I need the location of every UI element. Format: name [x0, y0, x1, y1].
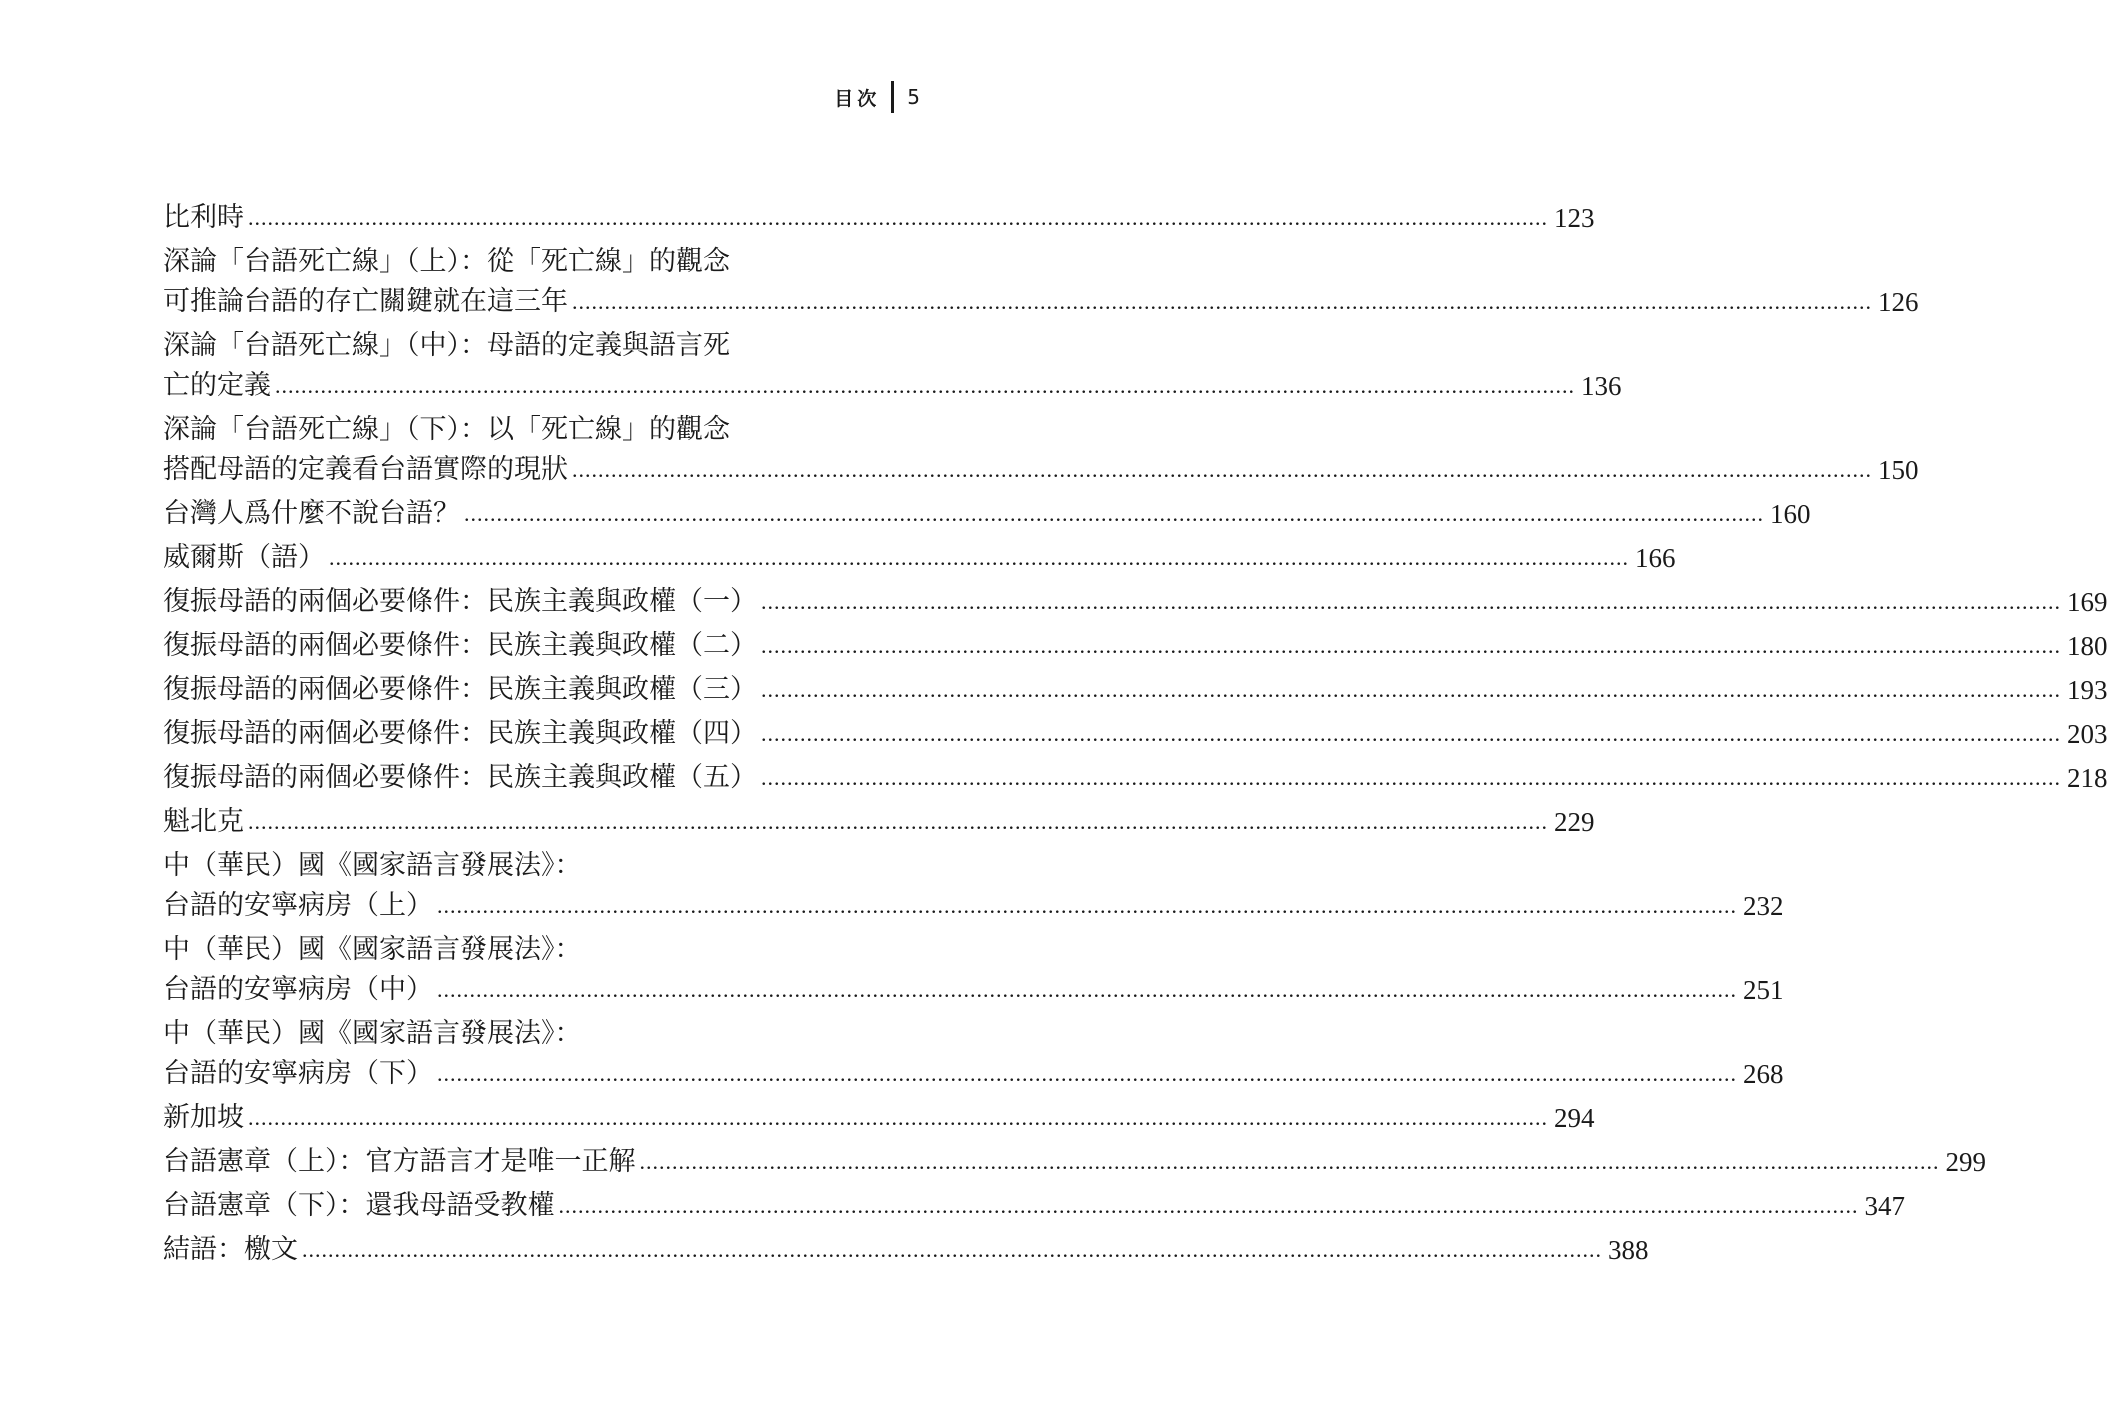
page-number: 5 — [907, 85, 920, 109]
dot-leader: ........................................................................................................................................................................................................ — [437, 893, 1737, 918]
toc-entry-line — [163, 930, 869, 970]
toc-entry-final-line — [163, 1230, 1649, 1270]
toc-entry-final-line — [163, 1054, 1784, 1094]
toc-page-number: 166 — [1635, 543, 1676, 573]
toc-entry-final-line — [163, 366, 1622, 406]
running-header — [834, 80, 920, 114]
toc-entry-final-line — [163, 494, 1811, 534]
toc-entry-title: 復振母語的兩個必要條件：民族主義與政權（三） — [163, 674, 757, 705]
toc-entry-title: 比利時 — [163, 202, 244, 233]
toc-entry-title: 復振母語的兩個必要條件：民族主義與政權（四） — [163, 718, 757, 749]
toc-entry-title: 威爾斯（語） — [163, 542, 325, 573]
toc-entry-final-line — [163, 802, 1595, 842]
toc-page-number: 299 — [1945, 1147, 1986, 1177]
toc-page-number: 136 — [1581, 371, 1622, 401]
toc-page-number: 126 — [1878, 287, 1919, 317]
toc-entry-title: 中（華民）國《國家語言發展法》： — [163, 850, 582, 881]
toc-entry — [163, 1014, 1784, 1094]
toc-entry-title: 台灣人爲什麼不說台語？ — [163, 498, 460, 529]
toc-entry-final-line — [163, 198, 1595, 238]
header-divider — [891, 81, 894, 113]
toc-entry-title: 中（華民）國《國家語言發展法》： — [163, 1018, 582, 1049]
toc-entry-title: 深論「台語死亡線」（上）：從「死亡線」的觀念 — [163, 246, 730, 277]
toc-entry — [163, 494, 1811, 534]
toc-entry-final-line — [163, 1098, 1595, 1138]
toc-entry — [163, 1098, 1595, 1138]
toc-entry-line — [163, 326, 869, 366]
toc-entry-title: 台語的安寧病房（上） — [163, 890, 433, 921]
toc-page-number: 169 — [2067, 587, 2108, 617]
dot-leader: ........................................................................................................................................................................................................ — [248, 809, 1548, 834]
toc-entry-title: 深論「台語死亡線」（中）：母語的定義與語言死 — [163, 330, 730, 361]
toc-entry-final-line — [163, 970, 1784, 1010]
toc-entry-title: 新加坡 — [163, 1102, 244, 1133]
toc-entry-final-line — [163, 886, 1784, 926]
dot-leader: ........................................................................................................................................................................................................ — [639, 1149, 1940, 1174]
toc-entry — [163, 1230, 1649, 1270]
toc-entry — [163, 758, 2108, 798]
toc-entry-title: 台語憲章（下）：還我母語受教權 — [163, 1190, 555, 1221]
toc-page-number: 193 — [2067, 675, 2108, 705]
toc-page-number: 180 — [2067, 631, 2108, 661]
dot-leader: ........................................................................................................................................................................................................ — [761, 721, 2061, 746]
toc-entry-final-line — [163, 1186, 1905, 1226]
toc-entry-final-line — [163, 626, 2108, 666]
toc-entry-final-line — [163, 714, 2108, 754]
toc-entry-title: 復振母語的兩個必要條件：民族主義與政權（一） — [163, 586, 757, 617]
dot-leader: ........................................................................................................................................................................................................ — [761, 765, 2061, 790]
toc-entry-final-line — [163, 538, 1676, 578]
toc-entry-title: 亡的定義 — [163, 370, 271, 401]
toc-entry — [163, 1186, 1905, 1226]
toc-entry-title: 台語憲章（上）：官方語言才是唯一正解 — [163, 1146, 636, 1177]
dot-leader: ........................................................................................................................................................................................................ — [761, 589, 2061, 614]
dot-leader: ........................................................................................................................................................................................................ — [275, 373, 1575, 398]
dot-leader: ........................................................................................................................................................................................................ — [464, 501, 1764, 526]
toc-entry-final-line — [163, 758, 2108, 798]
toc-entry-title: 魁北克 — [163, 806, 244, 837]
dot-leader: ........................................................................................................................................................................................................ — [761, 633, 2061, 658]
toc-entry-line — [163, 1014, 869, 1054]
dot-leader: ........................................................................................................................................................................................................ — [437, 1061, 1737, 1086]
toc-entry-final-line — [163, 1142, 1986, 1182]
toc-entry-title: 可推論台語的存亡關鍵就在這三年 — [163, 286, 568, 317]
toc-entry-line — [163, 410, 869, 450]
toc-entry — [163, 714, 2108, 754]
toc-page-number: 347 — [1864, 1191, 1905, 1221]
toc-entry-line — [163, 242, 869, 282]
dot-leader: ........................................................................................................................................................................................................ — [329, 545, 1629, 570]
toc-entry-title: 深論「台語死亡線」（下）：以「死亡線」的觀念 — [163, 414, 730, 445]
toc-entry — [163, 670, 2108, 710]
toc-entry-title: 台語的安寧病房（下） — [163, 1058, 433, 1089]
toc-page-number: 123 — [1554, 203, 1595, 233]
toc-entry-final-line — [163, 282, 1919, 322]
toc-page-number: 150 — [1878, 455, 1919, 485]
dot-leader: ........................................................................................................................................................................................................ — [761, 677, 2061, 702]
toc-entry — [163, 846, 1784, 926]
toc-entry-title: 結語：檄文 — [163, 1234, 298, 1265]
toc-entry-title: 復振母語的兩個必要條件：民族主義與政權（五） — [163, 762, 757, 793]
dot-leader: ........................................................................................................................................................................................................ — [302, 1237, 1602, 1262]
dot-leader: ........................................................................................................................................................................................................ — [572, 289, 1872, 314]
toc-page-number: 229 — [1554, 807, 1595, 837]
toc-entry-title: 中（華民）國《國家語言發展法》： — [163, 934, 582, 965]
toc-entry — [163, 326, 1622, 406]
toc-entry — [163, 802, 1595, 842]
dot-leader: ........................................................................................................................................................................................................ — [572, 457, 1872, 482]
toc-page-number: 388 — [1608, 1235, 1649, 1265]
toc-entry — [163, 538, 1676, 578]
toc-entry — [163, 410, 1919, 490]
toc-entry — [163, 242, 1919, 322]
toc-page-number: 268 — [1743, 1059, 1784, 1089]
toc-entry — [163, 930, 1784, 1010]
toc-entry — [163, 582, 2108, 622]
dot-leader: ........................................................................................................................................................................................................ — [248, 205, 1548, 230]
toc-entry-final-line — [163, 670, 2108, 710]
toc-page-number: 294 — [1554, 1103, 1595, 1133]
toc-entry — [163, 198, 1595, 238]
toc-page-number: 203 — [2067, 719, 2108, 749]
toc-entry-title: 搭配母語的定義看台語實際的現狀 — [163, 454, 568, 485]
toc-page-number: 251 — [1743, 975, 1784, 1005]
section-title: 目次 — [834, 87, 881, 110]
dot-leader: ........................................................................................................................................................................................................ — [248, 1105, 1548, 1130]
dot-leader: ........................................................................................................................................................................................................ — [437, 977, 1737, 1002]
toc-entry-line — [163, 846, 869, 886]
toc-entry — [163, 626, 2108, 666]
toc-entry-final-line — [163, 582, 2108, 622]
toc-entry-title: 台語的安寧病房（中） — [163, 974, 433, 1005]
table-of-contents — [163, 198, 2108, 1274]
toc-page-number: 218 — [2067, 763, 2108, 793]
toc-entry-final-line — [163, 450, 1919, 490]
toc-entry-title: 復振母語的兩個必要條件：民族主義與政權（二） — [163, 630, 757, 661]
dot-leader: ........................................................................................................................................................................................................ — [558, 1193, 1859, 1218]
toc-page-number: 232 — [1743, 891, 1784, 921]
toc-entry — [163, 1142, 1986, 1182]
toc-page-number: 160 — [1770, 499, 1811, 529]
